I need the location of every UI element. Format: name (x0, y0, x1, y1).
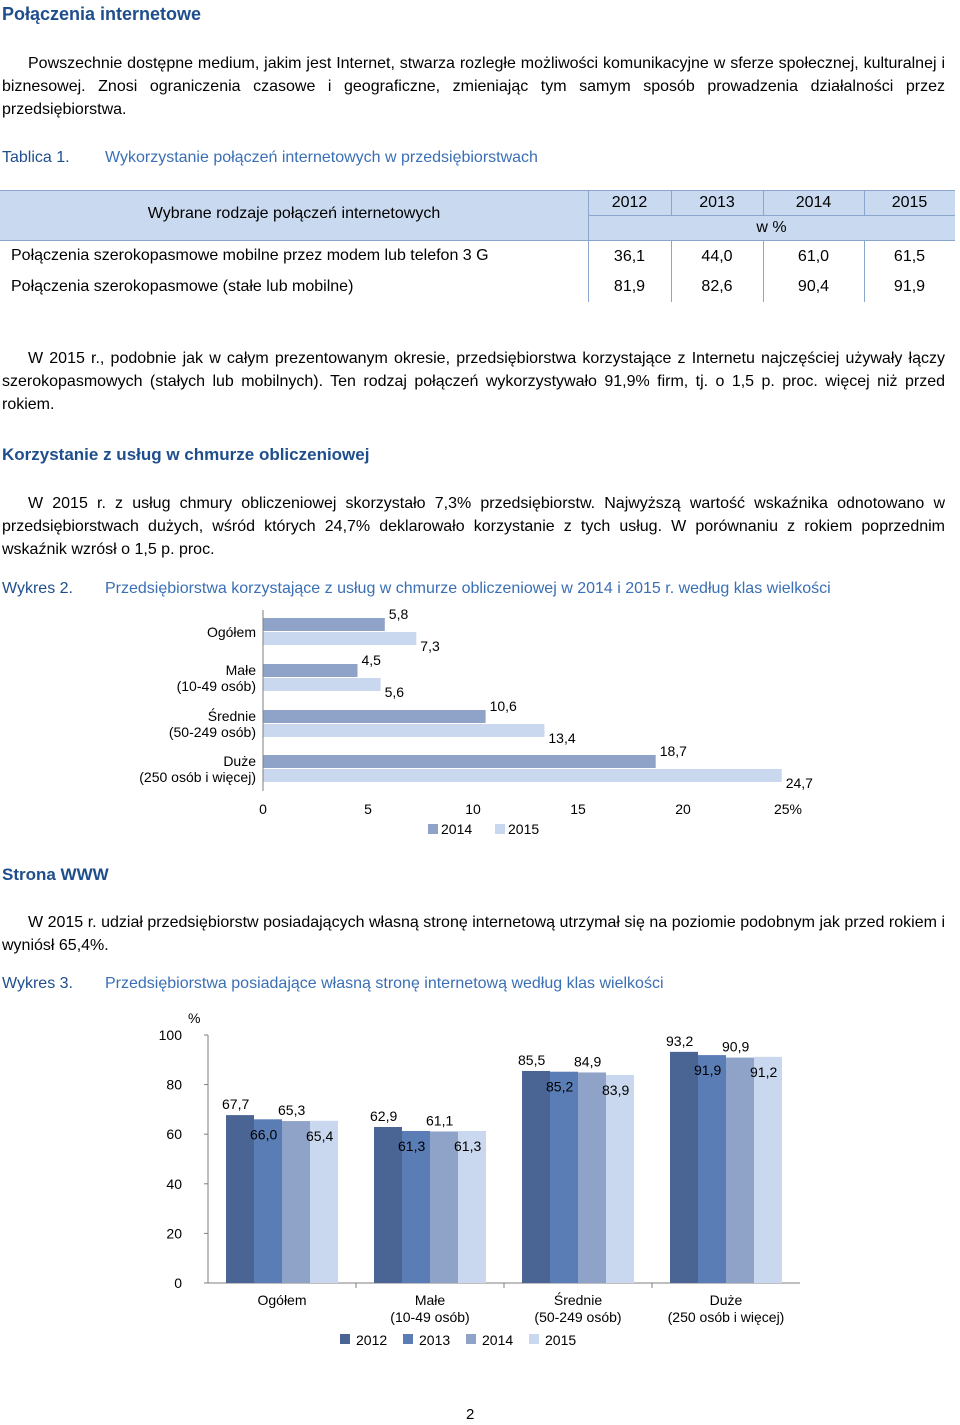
legend-swatch-2012 (340, 1334, 350, 1344)
data-label: 84,9 (574, 1053, 602, 1070)
tick-label: 15 (570, 801, 586, 817)
chart2-title: Przedsiębiorstwa korzystające z usług w chmurze obliczeniowej w 2014 i 2015 r. według klas wielkości (105, 580, 831, 597)
bar-2014 (263, 618, 385, 631)
bar-2013 (550, 1072, 578, 1283)
legend-swatch-2015 (529, 1334, 539, 1344)
tick-label: 60 (166, 1126, 182, 1143)
legend-label: 2012 (356, 1332, 388, 1348)
legend-label: 2014 (482, 1332, 514, 1348)
section-heading-cloud: Korzystanie z usług w chmurze obliczeniowej (2, 445, 370, 464)
data-label: 10,6 (489, 698, 517, 714)
table-header-label: Wybrane rodzaje połączeń internetowych (147, 205, 441, 222)
category-label: Duże (709, 1292, 743, 1308)
website-chart (0, 1000, 960, 1360)
table-cell: 61,0 (797, 248, 830, 265)
tick-label: 100 (158, 1027, 182, 1043)
data-label: 91,2 (750, 1063, 778, 1080)
category-label: (50-249 osób) (168, 724, 256, 740)
category-label: Średnie (207, 708, 256, 724)
data-label: 4,5 (361, 652, 381, 668)
data-label: 61,3 (454, 1137, 482, 1154)
tick-label: 20 (166, 1225, 182, 1242)
bar-2014 (263, 710, 486, 723)
table-cell: 44,0 (701, 248, 733, 265)
website-paragraph: W 2015 r. udział przedsiębiorstw posiadających własną stronę internetową utrzymał się na poziomie podobnym jak przed rokiem i wyniósł 65,4%. (2, 914, 945, 954)
legend-label: 2015 (508, 821, 540, 837)
page-number: 2 (466, 1406, 475, 1423)
legend-swatch-2015 (495, 824, 505, 834)
legend-label: 2015 (545, 1332, 577, 1348)
table-year-2014: 2014 (795, 194, 832, 211)
data-label: 13,4 (548, 730, 576, 746)
table-year-2012: 2012 (611, 194, 648, 211)
category-label: Średnie (553, 1292, 603, 1308)
chart2-label: Wykres 2. (2, 580, 73, 597)
connections-table (0, 190, 955, 302)
broadband-paragraph: W 2015 r., podobnie jak w całym prezentowanym okresie, przedsiębiorstwa korzystające z Internetu najczęściej używały łączy szerokopasmowych (stałych lub mobilnych). Ten rodzaj połączeń wykorzystywało 91,9% firm, tj. o 1,5 p. proc. więcej niż przed rokiem. (2, 350, 945, 413)
y-axis-label: % (188, 1010, 201, 1026)
category-label: Ogółem (206, 624, 256, 640)
category-label: Duże (223, 753, 256, 769)
bar-2015 (263, 769, 782, 782)
chart3-label: Wykres 3. (2, 975, 73, 992)
data-label: 85,5 (518, 1051, 546, 1068)
data-label: 18,7 (659, 743, 687, 759)
bar-2014 (578, 1072, 606, 1283)
category-label: (50-249 osób) (534, 1309, 622, 1325)
bar-2015 (754, 1057, 782, 1283)
section-heading-website: Strona WWW (2, 865, 109, 884)
tick-label: 5 (364, 801, 372, 817)
data-label: 90,9 (722, 1038, 750, 1055)
bar-2013 (254, 1119, 282, 1283)
tick-label: 0 (174, 1275, 182, 1291)
table-title: Wykorzystanie połączeń internetowych w przedsiębiorstwach (105, 149, 538, 166)
data-label: 61,1 (426, 1112, 454, 1129)
bar-2013 (698, 1055, 726, 1283)
legend-label: 2014 (441, 821, 473, 837)
table-row-label: Połączenia szerokopasmowe mobilne przez modem lub telefon 3 G (11, 247, 489, 264)
table-cell: 91,9 (893, 278, 926, 295)
table-unit: w % (756, 219, 787, 236)
table-cell: 82,6 (701, 278, 733, 295)
table-cell: 81,9 (613, 278, 646, 295)
legend-swatch-2013 (403, 1334, 413, 1344)
data-label: 5,6 (384, 684, 405, 700)
bar-2012 (670, 1052, 698, 1283)
tick-label: 10 (465, 801, 481, 817)
intro-paragraph: Powszechnie dostępne medium, jakim jest Internet, stwarza rozległe możliwości komunikacyjne w sferze społecznej, kulturalnej i biznesowej. Znosi ograniczenia czasowe i geograficzne, zmieniając tym samym sposób prowadzenia działalności przez przedsiębiorstwa. (2, 55, 945, 118)
cloud-paragraph: W 2015 r. z usług chmury obliczeniowej skorzystało 7,3% przedsiębiorstw. Najwyższą wartość wskaźnika odnotowano w przedsiębiorstwach dużych, wśród których 24,7% deklarowało korzystanie z tych usług. W porównaniu z rokiem poprzednim wskaźnik wzrósł o 1,5 p. proc. (2, 495, 945, 558)
bar-2014 (430, 1131, 458, 1283)
bar-2015 (263, 724, 544, 737)
legend-swatch-2014 (466, 1334, 476, 1344)
tick-label: 40 (166, 1175, 182, 1192)
bar-2012 (522, 1071, 550, 1283)
data-label: 93,2 (666, 1032, 694, 1049)
data-label: 65,4 (306, 1127, 334, 1144)
tick-label: 25% (773, 801, 803, 817)
table-cell: 90,4 (797, 278, 830, 295)
table-year-2015: 2015 (891, 194, 928, 211)
category-label: (10-49 osób) (390, 1309, 470, 1325)
bar-2015 (310, 1121, 338, 1283)
tick-label: 80 (166, 1076, 182, 1093)
table-year-2013: 2013 (699, 194, 735, 211)
data-label: 91,9 (694, 1062, 722, 1079)
bar-2015 (606, 1075, 634, 1283)
category-label: Małe (414, 1292, 446, 1308)
category-label: (250 osób i więcej) (139, 769, 256, 785)
data-label: 62,9 (370, 1108, 398, 1125)
table-cell: 61,5 (893, 248, 926, 265)
table-cell: 36,1 (613, 248, 646, 265)
bar-2015 (263, 678, 381, 691)
tick-label: 20 (675, 801, 691, 817)
data-label: 7,3 (420, 638, 440, 654)
bar-2014 (263, 664, 358, 677)
bar-2014 (263, 755, 656, 768)
table-row-label: Połączenia szerokopasmowe (stałe lub mobilne) (11, 278, 354, 295)
legend-swatch-2014 (428, 824, 438, 834)
bar-2015 (263, 632, 416, 645)
category-label: Ogółem (257, 1292, 307, 1308)
legend-label: 2013 (419, 1332, 451, 1348)
data-label: 5,8 (388, 606, 409, 622)
data-label: 67,7 (222, 1096, 250, 1113)
data-label: 65,3 (278, 1102, 306, 1119)
data-label: 83,9 (602, 1081, 630, 1098)
cloud-services-chart (0, 605, 960, 845)
chart3-title: Przedsiębiorstwa posiadające własną stronę internetową według klas wielkości (105, 975, 664, 992)
data-label: 61,3 (398, 1137, 426, 1154)
tick-label: 0 (259, 801, 267, 817)
section-heading-connections: Połączenia internetowe (2, 4, 202, 24)
category-label: (250 osób i więcej) (667, 1309, 785, 1325)
data-label: 85,2 (546, 1078, 574, 1095)
bar-2014 (282, 1121, 310, 1283)
category-label: Małe (225, 662, 256, 678)
bar-2014 (726, 1058, 754, 1283)
category-label: (10-49 osób) (176, 678, 256, 694)
table-label: Tablica 1. (2, 149, 70, 166)
data-label: 66,0 (250, 1126, 278, 1143)
data-label: 24,7 (785, 775, 813, 791)
